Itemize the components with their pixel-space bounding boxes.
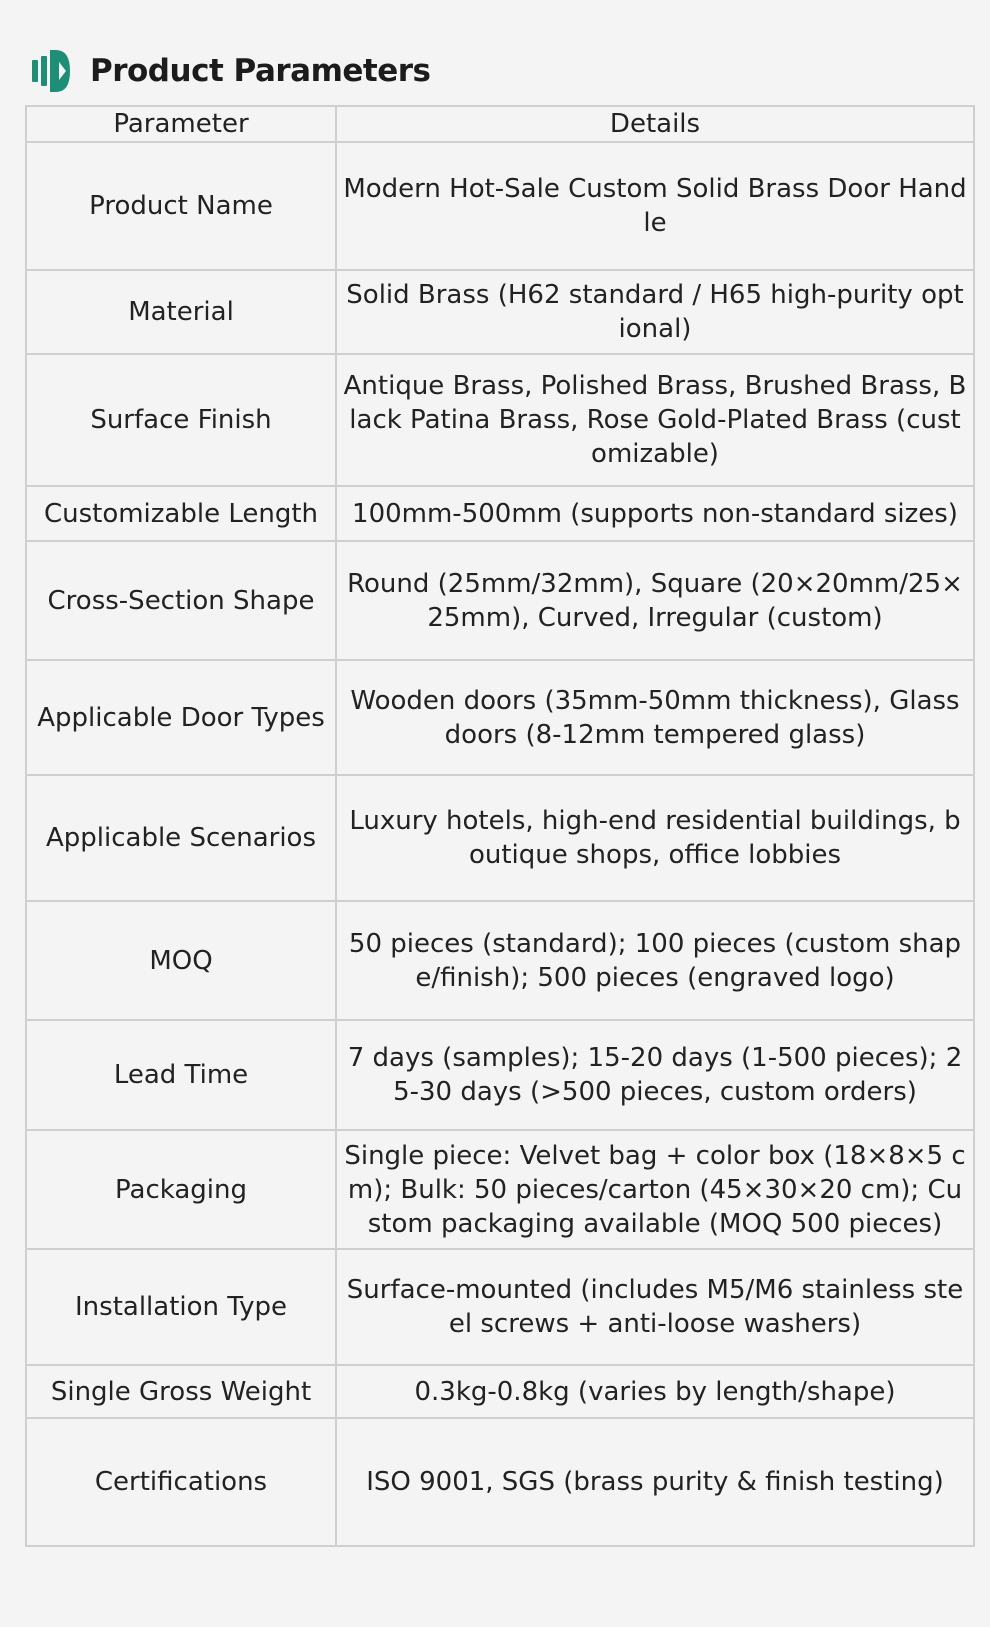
- table-row: [26, 1020, 974, 1130]
- table-row: [26, 1418, 974, 1546]
- details-cell: 50 pieces (standard); 100 pieces (custom shape/finish); 500 pieces (engraved logo): [336, 901, 974, 1020]
- details-cell: Surface-mounted (includes M5/M6 stainless steel screws + anti-loose washers): [336, 1249, 974, 1365]
- table-row: [26, 1249, 974, 1365]
- parameter-cell: Customizable Length: [26, 486, 336, 541]
- details-cell: 7 days (samples); 15-20 days (1-500 pieces); 25-30 days (>500 pieces, custom orders): [336, 1020, 974, 1130]
- table-row: [26, 775, 974, 901]
- table-row: [26, 541, 974, 660]
- details-cell: Modern Hot-Sale Custom Solid Brass Door Handle: [336, 142, 974, 270]
- parameter-cell: Packaging: [26, 1130, 336, 1249]
- parameter-cell: Applicable Door Types: [26, 660, 336, 775]
- parameter-cell: Installation Type: [26, 1249, 336, 1365]
- details-cell: Single piece: Velvet bag + color box (18×8×5 cm); Bulk: 50 pieces/carton (45×30×20 cm); Custom packaging available (MOQ 500 pieces): [336, 1130, 974, 1249]
- parameter-cell: Material: [26, 270, 336, 354]
- parameter-cell: MOQ: [26, 901, 336, 1020]
- details-cell: Luxury hotels, high-end residential buildings, boutique shops, office lobbies: [336, 775, 974, 901]
- parameter-cell: Lead Time: [26, 1020, 336, 1130]
- column-header-details: Details: [336, 106, 974, 142]
- table-row: [26, 354, 974, 486]
- product-parameters-icon: [32, 48, 72, 94]
- section-header: [32, 48, 430, 94]
- details-cell: ISO 9001, SGS (brass purity & finish testing): [336, 1418, 974, 1546]
- details-cell: 100mm-500mm (supports non-standard sizes): [336, 486, 974, 541]
- parameters-table: [25, 105, 975, 1547]
- page-title: Product Parameters: [90, 53, 431, 89]
- details-cell: Wooden doors (35mm-50mm thickness), Glass doors (8-12mm tempered glass): [336, 660, 974, 775]
- table-row: [26, 142, 974, 270]
- parameter-cell: Applicable Scenarios: [26, 775, 336, 901]
- parameter-cell: Surface Finish: [26, 354, 336, 486]
- details-cell: Antique Brass, Polished Brass, Brushed Brass, Black Patina Brass, Rose Gold-Plated Brass (customizable): [336, 354, 974, 486]
- details-cell: Round (25mm/32mm), Square (20×20mm/25×25mm), Curved, Irregular (custom): [336, 541, 974, 660]
- table-row: [26, 270, 974, 354]
- table-row: [26, 901, 974, 1020]
- parameter-cell: Single Gross Weight: [26, 1365, 336, 1418]
- table-row: [26, 1130, 974, 1249]
- table-row: [26, 486, 974, 541]
- table-header-row: [26, 106, 974, 142]
- column-header-parameter: Parameter: [26, 106, 336, 142]
- details-cell: 0.3kg-0.8kg (varies by length/shape): [336, 1365, 974, 1418]
- parameter-cell: Cross-Section Shape: [26, 541, 336, 660]
- table-row: [26, 660, 974, 775]
- details-cell: Solid Brass (H62 standard / H65 high-purity optional): [336, 270, 974, 354]
- parameter-cell: Product Name: [26, 142, 336, 270]
- parameter-cell: Certifications: [26, 1418, 336, 1546]
- table-row: [26, 1365, 974, 1418]
